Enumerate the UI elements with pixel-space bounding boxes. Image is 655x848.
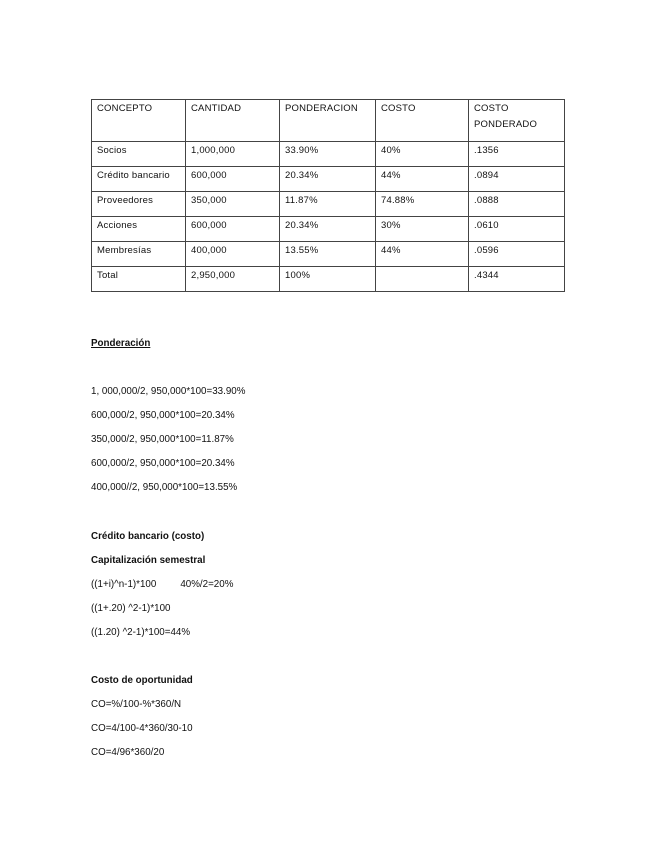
cell-concepto: Membresías (92, 242, 186, 267)
credito-line (91, 579, 233, 590)
cell-ponderacion: 33.90% (280, 142, 376, 167)
cell-concepto: Proveedores (92, 192, 186, 217)
oportunidad-heading: Costo de oportunidad (91, 675, 193, 686)
cell-ponderacion: 20.34% (280, 167, 376, 192)
cell-cantidad: 600,000 (186, 217, 280, 242)
table-header-row (92, 100, 565, 142)
credito-formula: ((1+i)^n-1)*100 (91, 579, 157, 590)
cell-costo (376, 267, 469, 292)
cell-costo-ponderado: .0596 (469, 242, 565, 267)
ponderacion-line: 350,000/2, 950,000*100=11.87% (91, 434, 234, 445)
ponderacion-line: 600,000/2, 950,000*100=20.34% (91, 458, 235, 469)
header-costo-ponderado (469, 100, 565, 142)
cell-costo: 44% (376, 167, 469, 192)
header-costo-ponderado-line2: PONDERADO (474, 119, 538, 130)
ponderacion-line: 400,000//2, 950,000*100=13.55% (91, 482, 238, 493)
table-row-total (92, 267, 565, 292)
ponderacion-heading: Ponderación (91, 338, 151, 349)
credito-heading: Crédito bancario (costo) (91, 531, 205, 542)
table-row (92, 192, 565, 217)
ponderacion-line: 600,000/2, 950,000*100=20.34% (91, 410, 235, 421)
ponderacion-line: 1, 000,000/2, 950,000*100=33.90% (91, 386, 246, 397)
cell-cantidad: 600,000 (186, 167, 280, 192)
cell-costo-ponderado: .0894 (469, 167, 565, 192)
cell-ponderacion: 11.87% (280, 192, 376, 217)
credito-line: ((1+.20) ^2-1)*100 (91, 603, 171, 614)
table-row (92, 142, 565, 167)
cell-cantidad: 350,000 (186, 192, 280, 217)
cell-concepto: Socios (92, 142, 186, 167)
cell-cantidad: 1,000,000 (186, 142, 280, 167)
cell-costo: 30% (376, 217, 469, 242)
header-costo: COSTO (376, 100, 469, 142)
header-cantidad: CANTIDAD (186, 100, 280, 142)
cell-concepto: Crédito bancario (92, 167, 186, 192)
cell-costo: 44% (376, 242, 469, 267)
cell-concepto: Total (92, 267, 186, 292)
cell-costo-ponderado: .4344 (469, 267, 565, 292)
oportunidad-line: CO=4/96*360/20 (91, 747, 165, 758)
oportunidad-line: CO=%/100-%*360/N (91, 699, 182, 710)
cell-costo: 40% (376, 142, 469, 167)
credito-subheading: Capitalización semestral (91, 555, 206, 566)
cell-costo-ponderado: .0610 (469, 217, 565, 242)
table-row (92, 242, 565, 267)
cell-ponderacion: 20.34% (280, 217, 376, 242)
cell-concepto: Acciones (92, 217, 186, 242)
cell-cantidad: 2,950,000 (186, 267, 280, 292)
table-row (92, 167, 565, 192)
credito-note: 40%/2=20% (180, 579, 234, 590)
header-ponderacion: PONDERACION (280, 100, 376, 142)
cell-costo-ponderado: .0888 (469, 192, 565, 217)
header-concepto: CONCEPTO (92, 100, 186, 142)
cost-table (91, 99, 565, 292)
credito-line: ((1.20) ^2-1)*100=44% (91, 627, 191, 638)
cell-cantidad: 400,000 (186, 242, 280, 267)
cell-costo-ponderado: .1356 (469, 142, 565, 167)
cell-ponderacion: 13.55% (280, 242, 376, 267)
cell-ponderacion: 100% (280, 267, 376, 292)
oportunidad-line: CO=4/100-4*360/30-10 (91, 723, 193, 734)
cell-costo: 74.88% (376, 192, 469, 217)
header-costo-ponderado-line1: COSTO (474, 103, 509, 114)
table-row (92, 217, 565, 242)
